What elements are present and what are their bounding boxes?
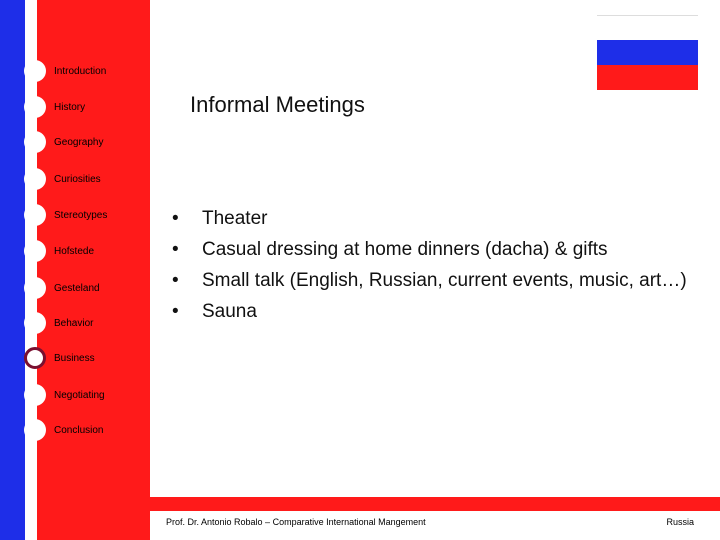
nav-bullet-icon <box>24 168 46 190</box>
nav-item-stereotypes[interactable] <box>24 203 107 227</box>
nav-item-gesteland[interactable] <box>24 276 100 300</box>
nav-bullet-icon <box>24 131 46 153</box>
nav-item-curiosities[interactable] <box>24 167 101 191</box>
nav-item-label: Introduction <box>54 65 107 77</box>
flag-blue-band <box>597 40 698 65</box>
nav-item-label: Negotiating <box>54 389 105 401</box>
footer-author: Prof. Dr. Antonio Robalo – Comparative International Mangement <box>166 517 426 527</box>
nav-bullet-active-icon <box>24 347 46 369</box>
nav-item-label: Hofstede <box>54 245 95 257</box>
nav-item-label: History <box>54 101 86 113</box>
bullet-list <box>172 207 692 331</box>
bullet-item: • Sauna <box>172 300 692 323</box>
nav-bullet-icon <box>24 384 46 406</box>
nav-bullet-icon <box>24 419 46 441</box>
nav-item-hofstede[interactable] <box>24 239 94 263</box>
nav-item-negotiating[interactable] <box>24 383 105 407</box>
nav-item-history[interactable] <box>24 95 85 119</box>
nav-item-label: Curiosities <box>54 173 101 185</box>
footer-red-bar <box>150 497 720 511</box>
nav-bullet-icon <box>24 60 46 82</box>
flag-white-band <box>597 15 698 40</box>
bullet-item: • Casual dressing at home dinners (dacha) & gifts <box>172 238 692 261</box>
footer-country: Russia <box>666 517 694 527</box>
nav-item-label: Conclusion <box>54 424 104 436</box>
nav-item-business[interactable] <box>24 346 95 370</box>
nav-item-behavior[interactable] <box>24 311 93 335</box>
nav-bullet-icon <box>24 204 46 226</box>
nav-bullet-icon <box>24 312 46 334</box>
nav-item-label: Business <box>54 352 95 364</box>
left-blue-stripe <box>0 0 25 540</box>
nav-bullet-icon <box>24 277 46 299</box>
nav-bullet-icon <box>24 96 46 118</box>
nav-item-introduction[interactable] <box>24 59 106 83</box>
nav-item-label: Stereotypes <box>54 209 108 221</box>
bullet-item: • Theater <box>172 207 692 230</box>
nav-item-geography[interactable] <box>24 130 103 154</box>
nav-bullet-icon <box>24 240 46 262</box>
flag-red-band <box>597 65 698 90</box>
nav-item-conclusion[interactable] <box>24 418 103 442</box>
slide-title: Informal Meetings <box>190 92 365 117</box>
nav-item-label: Gesteland <box>54 282 100 294</box>
russia-flag-icon <box>597 15 698 90</box>
nav-item-label: Behavior <box>54 317 94 329</box>
nav-item-label: Geography <box>54 136 104 148</box>
bullet-item: • Small talk (English, Russian, current events, music, art…) <box>172 269 692 292</box>
